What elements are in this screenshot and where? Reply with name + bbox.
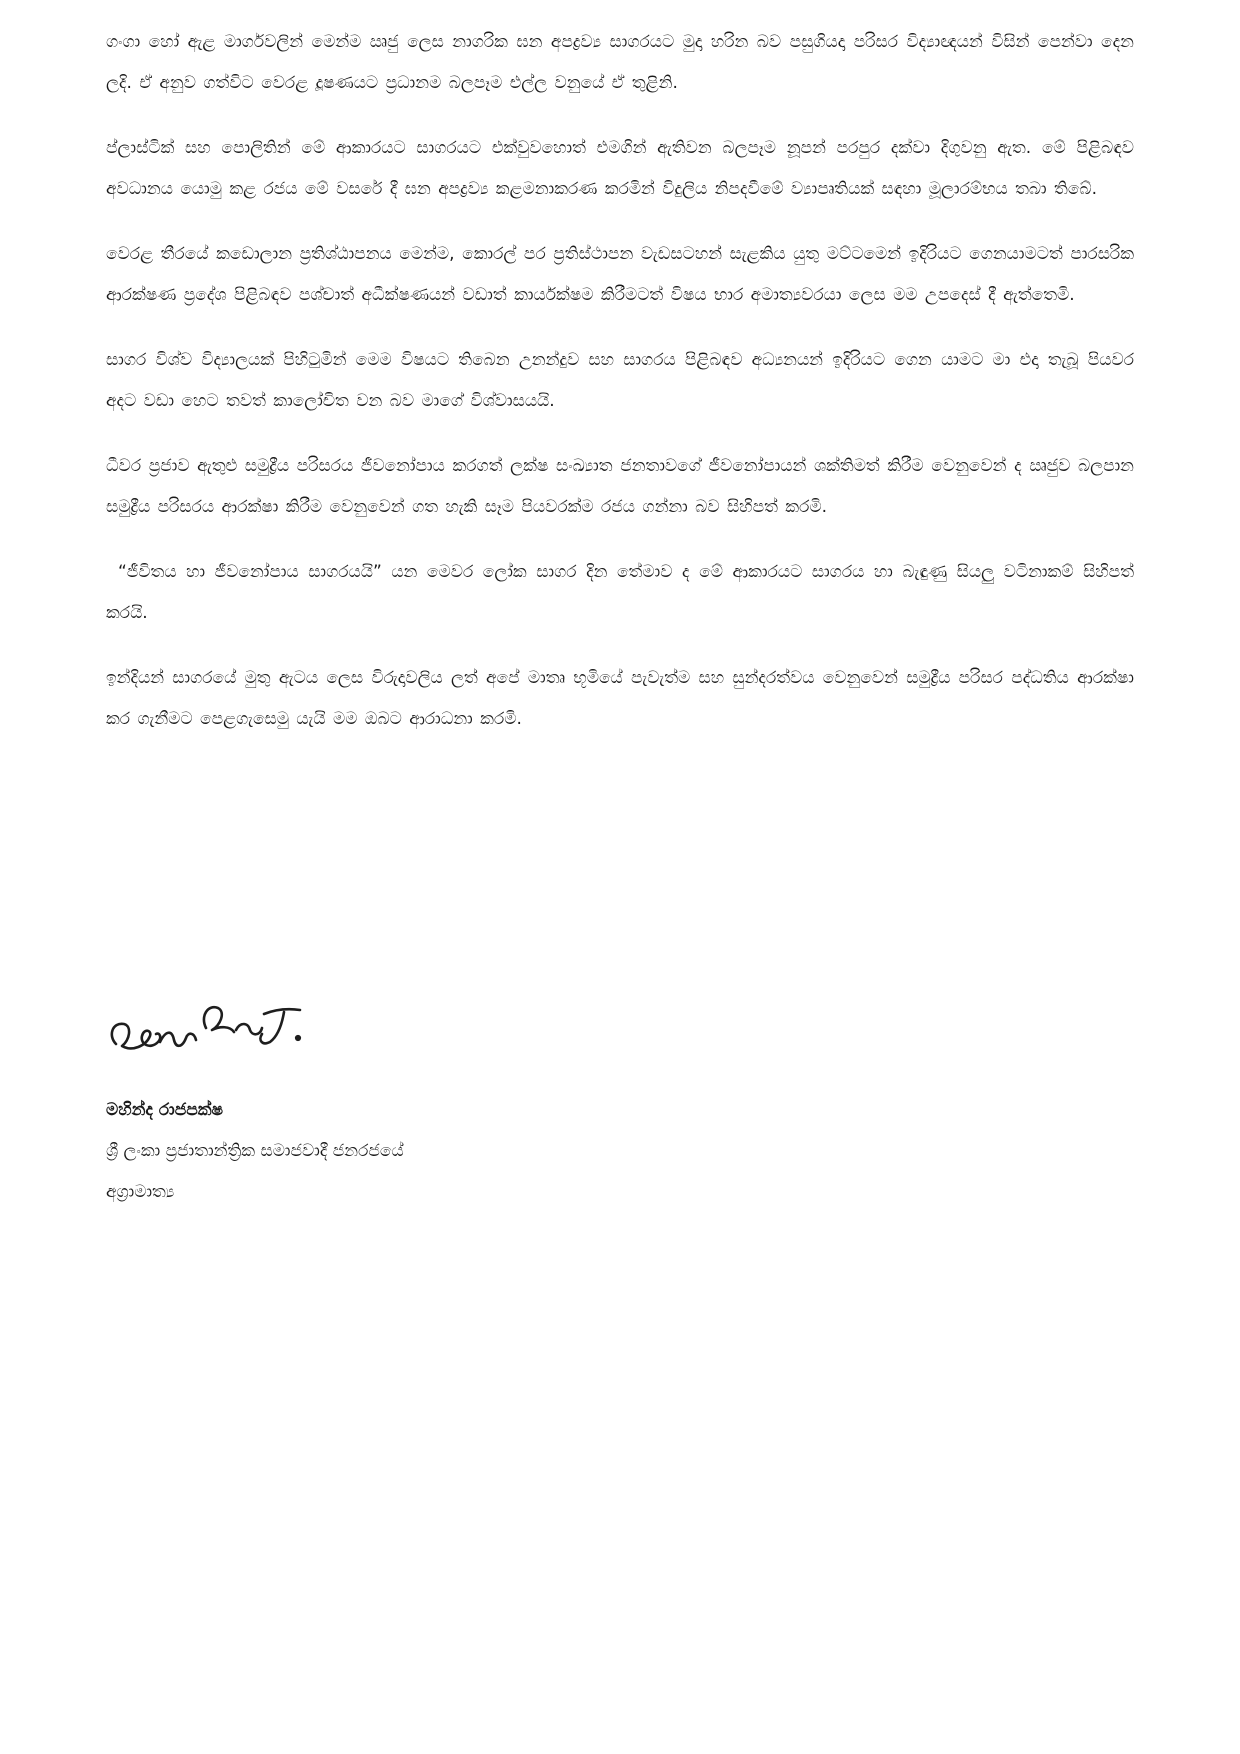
paragraph-5: ධීවර ප්‍රජාව ඇතුළු සමුද්‍රීය පරිසරය ජීවනෝපාය කරගත් ලක්ෂ සංඛ්‍යාත ජනතාවගේ ජීවනෝපායන් ශක්තිමත් කිරීම වෙනුවෙන් ද ඍජුව බලපාන සමුද්‍රීය පරිසරය ආරක්ෂා කිරීම වෙනුවෙන් ගත හැකි සෑම පියවරක්ම රජය ගන්නා බව සිහිපත් කරමි. — [106, 456, 1134, 517]
paragraph-7: ඉන්දියන් සාගරයේ මුතු ඇටය ලෙස විරුදාවලිය ලත් අපේ මාතෘ භූමියේ පැවැත්ම සහ සුන්දරත්වය වෙනුවෙන් සමුද්‍රීය පරිසර පද්ධතිය ආරක්ෂා කර ගැනීමට පෙළගැසෙමු යැයි මම ඔබට ආරාධනා කරමි. — [106, 668, 1134, 729]
paragraph-3: වෙරළ තීරයේ කඩොලාන ප්‍රතිශ්ඨාපනය මෙන්ම, කොරල් පර ප්‍රතිස්ථාපන වැඩසටහන් සැළකිය යුතු මට්ටමෙන් ඉදිරියට ගෙනයාමටත් පාරසරික ආරක්ෂණ ප්‍රදේශ පිළිබඳව පශ්චාත් අධීක්ෂණයන් වඩාත් කාර්යක්ෂම කිරීමටත් විෂය භාර අමාත්‍යවරයා ලෙස මම උපදෙස් දී ඇත්තෙමි. — [106, 244, 1134, 305]
letter-body — [106, 22, 1134, 764]
signatory-title-line-1: ශ්‍රී ලංකා ප්‍රජාතාන්ත්‍රික සමාජවාදී ජනරජයේ — [106, 1141, 404, 1161]
signatory-name: මහින්ද රාජපක්ෂ — [106, 1100, 224, 1120]
paragraph-2: ප්ලාස්ටික් සහ පොලිතින් මේ ආකාරයට සාගරයට එක්වුවහොත් එමගින් ඇතිවන බලපෑම නූපන් පරපුර දක්වා දිගුවනු ඇත. මේ පිළිබඳව අවධානය යොමු කළ රජය මේ වසරේ දී ඝන අපද්‍රව්‍ය කළමනාකරණ කරමින් විදුලිය නිපදවීමේ ව්‍යාපෘතියක් සඳහා මූලාරම්භය තබා තිබේ. — [106, 138, 1134, 199]
paragraph-1: ගංගා හෝ ඇළ මාර්ගවලින් මෙන්ම ඍජු ලෙස නාගරික ඝන අපද්‍රව්‍ය සාගරයට මුදා හරින බව පසුගියදා පරිසර විද්‍යාඥයන් විසින් පෙන්වා දෙන ලදි. ඒ අනුව ගත්විට වෙරළ දූෂණයට ප්‍රධානම බලපෑම එල්ල වනුයේ ඒ තුළිනි. — [106, 32, 1134, 93]
paragraph-4: සාගර විශ්ව විද්‍යාලයක් පිහිටුමින් මෙම විෂයට තිබෙන උනන්දුව සහ සාගරය පිළිබඳව අධ්‍යනයන් ඉදිරියට ගෙන යාමට මා එදා තැබූ පියවර අදට වඩා හෙට තවත් කාලෝචිත වන බව මාගේ විශ්වාසයයි. — [106, 350, 1134, 411]
signatory-title-line-2: අග්‍රාමාත්‍ය — [106, 1182, 175, 1202]
handwritten-signature — [102, 986, 312, 1076]
signatory-block — [106, 1090, 806, 1213]
paragraph-6-theme-quote: “ජීවිතය හා ජීවනෝපාය සාගරයයි” යන මෙවර ලෝක සාගර දින තේමාව ද මේ ආකාරයට සාගරය හා බැඳුණු සියලු වටිනාකම් සිහිපත් කරයි. — [106, 562, 1134, 623]
